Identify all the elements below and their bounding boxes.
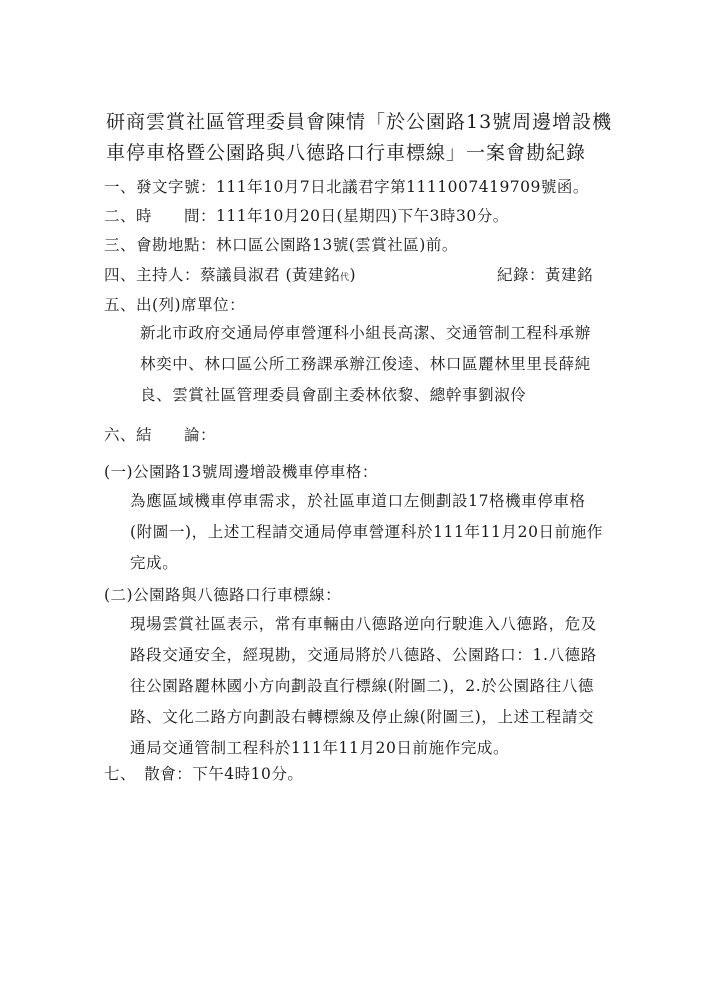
document-title: 研商雲賞社區管理委員會陳情「於公園路13號周邊增設機車停車格暨公園路與八德路口行車標線」一案會勘紀錄 (106, 111, 613, 164)
conclusion-2-line: 往公園路麗林國小方向劃設直行標線(附圖二)，2.於公園路往八德 (130, 677, 594, 695)
attendees-line: 良、雲賞社區管理委員會副主委林依黎、總幹事劉淑伶 (140, 386, 527, 404)
item-conclusion-label: 六、結 論： (104, 426, 217, 444)
item-doc-no-label: 一、發文字號： (104, 178, 217, 196)
attendees-list (140, 318, 630, 411)
item-recorder-value: 黃建銘 (545, 266, 594, 284)
conclusion-2-line: 通局交通管制工程科於111年11月20日前施作完成。 (130, 739, 510, 757)
conclusion-1-heading: (一)公園路13號周邊增設機車停車格： (104, 463, 378, 481)
conclusion-1-line: 為應區域機車停車需求，於社區車道口左側劃設17格機車停車格 (130, 492, 586, 510)
item-chair-proxy-mark: 代 (340, 273, 350, 283)
conclusion-1-line: 完成。 (130, 554, 179, 572)
item-time-value: 111年10月20日(星期四)下午3時30分。 (216, 207, 509, 225)
conclusion-2-line: 路段交通安全，經現勘，交通局將於八德路、公園路口：1.八德路 (130, 646, 597, 664)
attendees-line: 林奕中、林口區公所工務課承辦江俊逵、林口區麗林里里長薛純 (140, 355, 591, 373)
conclusion-1-body (130, 486, 630, 579)
item-time (104, 206, 509, 226)
item-adjourn (104, 764, 303, 784)
item-chair-value: 蔡議員淑君 (黃建銘 (200, 266, 340, 284)
item-location-value: 林口區公園路13號(雲賞社區)前。 (216, 236, 458, 254)
conclusion-2-line: 現場雲賞社區表示，常有車輛由八德路逆向行駛進入八德路，危及 (130, 615, 597, 633)
item-recorder (497, 265, 593, 285)
item-chair-close: ) (349, 266, 357, 284)
attendees-line: 新北市政府交通局停車營運科小組長高潔、交通管制工程科承辦 (140, 324, 591, 342)
conclusion-2-heading: (二)公園路與八德路口行車標線： (104, 586, 342, 604)
item-recorder-label: 紀錄： (497, 266, 546, 284)
item-location-label: 三、會勘地點： (104, 236, 217, 254)
item-adjourn-value: 下午4時10分。 (192, 765, 304, 783)
item-location (104, 235, 458, 255)
item-doc-no (104, 177, 589, 197)
conclusion-1-line: (附圖一)，上述工程請交通局停車營運科於111年11月20日前施作 (130, 523, 603, 541)
item-chair (104, 265, 356, 288)
item-adjourn-label: 七、 散會： (104, 765, 193, 783)
item-time-label: 二、時 間： (104, 207, 217, 225)
item-doc-no-value: 111年10月7日北議君字第1111007419709號函。 (216, 178, 589, 196)
conclusion-2-body (130, 609, 630, 764)
item-attendees-label: 五、出(列)席單位： (104, 296, 246, 314)
conclusion-2-line: 路、文化二路方向劃設右轉標線及停止線(附圖三)，上述工程請交 (130, 708, 595, 726)
item-chair-label: 四、主持人： (104, 266, 201, 284)
